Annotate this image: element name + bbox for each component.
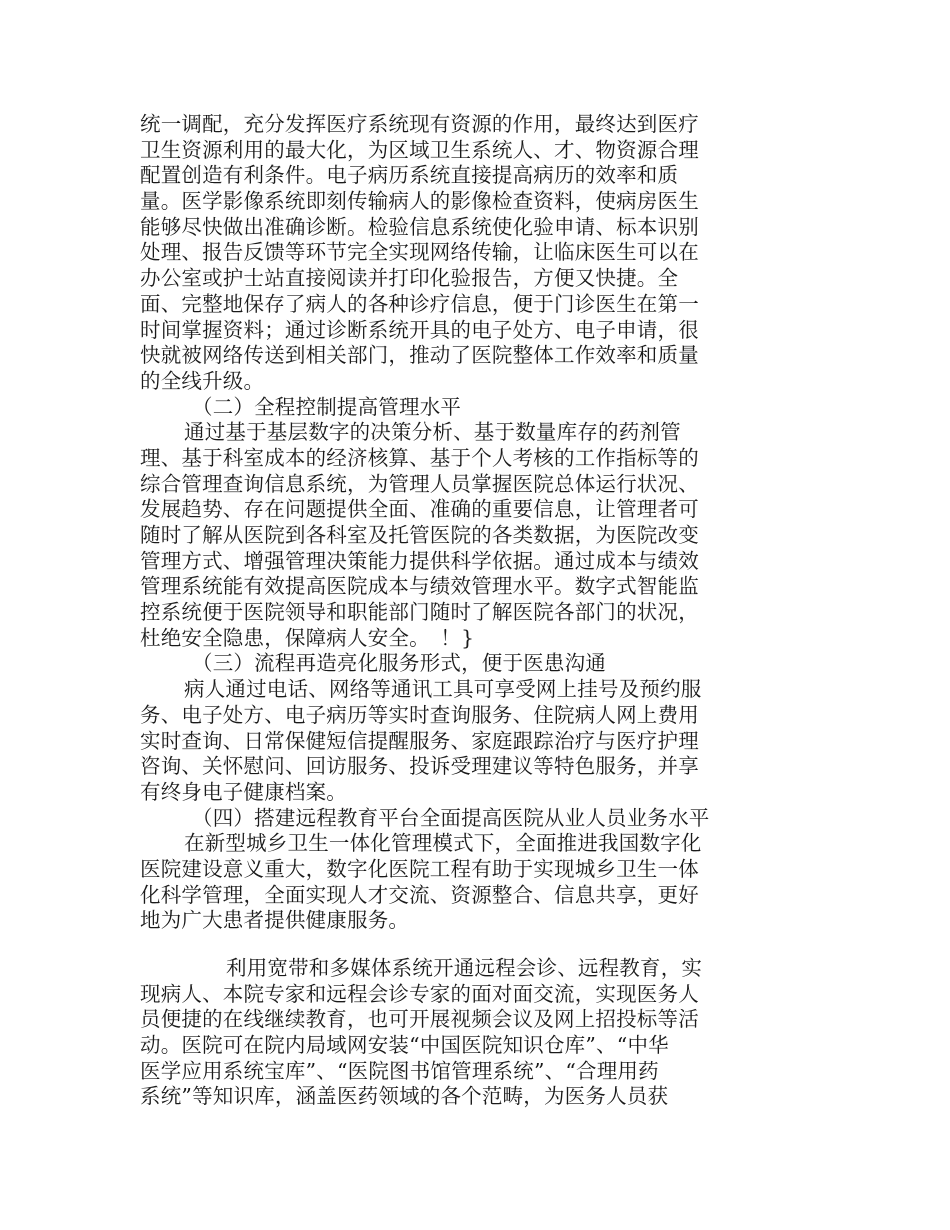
text-line: 面、完整地保存了病人的各种诊疗信息，便于门诊医生在第一 (140, 291, 699, 316)
text-line: 有终身电子健康档案。 (140, 779, 347, 804)
text-line: 实时查询、日常保健短信提醒服务、家庭跟踪治疗与医疗护理 (140, 728, 699, 753)
text-line: 现病人、本院专家和远程会诊专家的面对面交流，实现医务人 (140, 981, 699, 1006)
text-line: 务、电子处方、电子病历等实时查询服务、住院病人网上费用 (140, 702, 699, 727)
text-line: 利用宽带和多媒体系统开通远程会诊、远程教育，实 (226, 956, 703, 980)
text-line: 杜绝安全隐患，保障病人安全。 ！} (140, 625, 475, 650)
text-line: 快就被网络传送到相关部门，推动了医院整体工作效率和质量 (140, 343, 699, 368)
text-line: 管理系统能有效提高医院成本与绩效管理水平。数字式智能监 (140, 574, 699, 599)
paragraph-5 (140, 956, 740, 1110)
text-line: 员便捷的在线继续教育，也可开展视频会议及网上招投标等活 (140, 1007, 699, 1032)
text-line: 动。医院可在院内局域网安装“中国医院知识仓库”、“中华 (140, 1033, 669, 1058)
paragraph-1 (140, 112, 740, 395)
text-line: 量。医学影像系统即刻传输病人的影像检查资料，使病房医生 (140, 189, 699, 214)
text-line: 办公室或护士站直接阅读并打印化验报告，方便又快捷。全 (140, 266, 679, 291)
section-heading-2: （二）全程控制提高管理水平 (192, 394, 462, 419)
text-line: 管理方式、增强管理决策能力提供科学依据。通过成本与绩效 (140, 548, 699, 573)
section-heading-4: （四）搭建远程教育平台全面提高医院从业人员业务水平 (192, 805, 710, 830)
text-line: 系统”等知识库，涵盖医药领域的各个范畴，为医务人员获 (140, 1084, 669, 1109)
text-line: 医院建设意义重大，数字化医院工程有助于实现城乡卫生一体 (140, 856, 699, 881)
text-line: 在新型城乡卫生一体化管理模式下，全面推进我国数字化 (184, 831, 702, 856)
text-line: 卫生资源利用的最大化，为区域卫生系统人、才、物资源合理 (140, 137, 699, 162)
text-line: 医学应用系统宝库”、“医院图书馆管理系统”、“合理用药 (140, 1058, 659, 1083)
text-line: 地为广大患者提供健康服务。 (140, 908, 410, 933)
text-line: 的全线升级。 (140, 368, 265, 393)
text-line: 能够尽快做出准确诊断。检验信息系统使化验申请、标本识别 (140, 214, 699, 239)
text-line: 综合管理查询信息系统，为管理人员掌握医院总体运行状况、 (140, 471, 699, 496)
text-line: 理、基于科室成本的经济核算、基于个人考核的工作指标等的 (140, 445, 699, 470)
text-line: 发展趋势、存在问题提供全面、准确的重要信息，让管理者可 (140, 497, 699, 522)
text-line: 化科学管理，全面实现人才交流、资源整合、信息共享，更好 (140, 882, 699, 907)
paragraph-3 (140, 677, 740, 805)
paragraph-4 (140, 831, 740, 934)
text-line: 时间掌握资料；通过诊断系统开具的电子处方、电子申请，很 (140, 317, 699, 342)
paragraph-spacer (140, 934, 740, 956)
text-line: 控系统便于医院领导和职能部门随时了解医院各部门的状况， (140, 600, 699, 625)
paragraph-2 (140, 420, 740, 651)
text-line: 咨询、关怀慰问、回访服务、投诉受理建议等特色服务，并享 (140, 754, 699, 779)
text-line: 统一调配，充分发挥医疗系统现有资源的作用，最终达到医疗 (140, 112, 699, 136)
text-line: 通过基于基层数字的决策分析、基于数量库存的药剂管 (184, 420, 681, 445)
text-line: 随时了解从医院到各科室及托管医院的各类数据，为医院改变 (140, 523, 699, 547)
text-line: 处理、报告反馈等环节完全实现网络传输，让临床医生可以在 (140, 240, 699, 265)
text-line: 病人通过电话、网络等通讯工具可享受网上挂号及预约服 (184, 677, 702, 702)
text-line: 配置创造有利条件。电子病历系统直接提高病历的效率和质 (140, 163, 679, 188)
document-body (140, 112, 740, 1110)
section-heading-3: （三）流程再造亮化服务形式，便于医患沟通 (192, 651, 606, 676)
